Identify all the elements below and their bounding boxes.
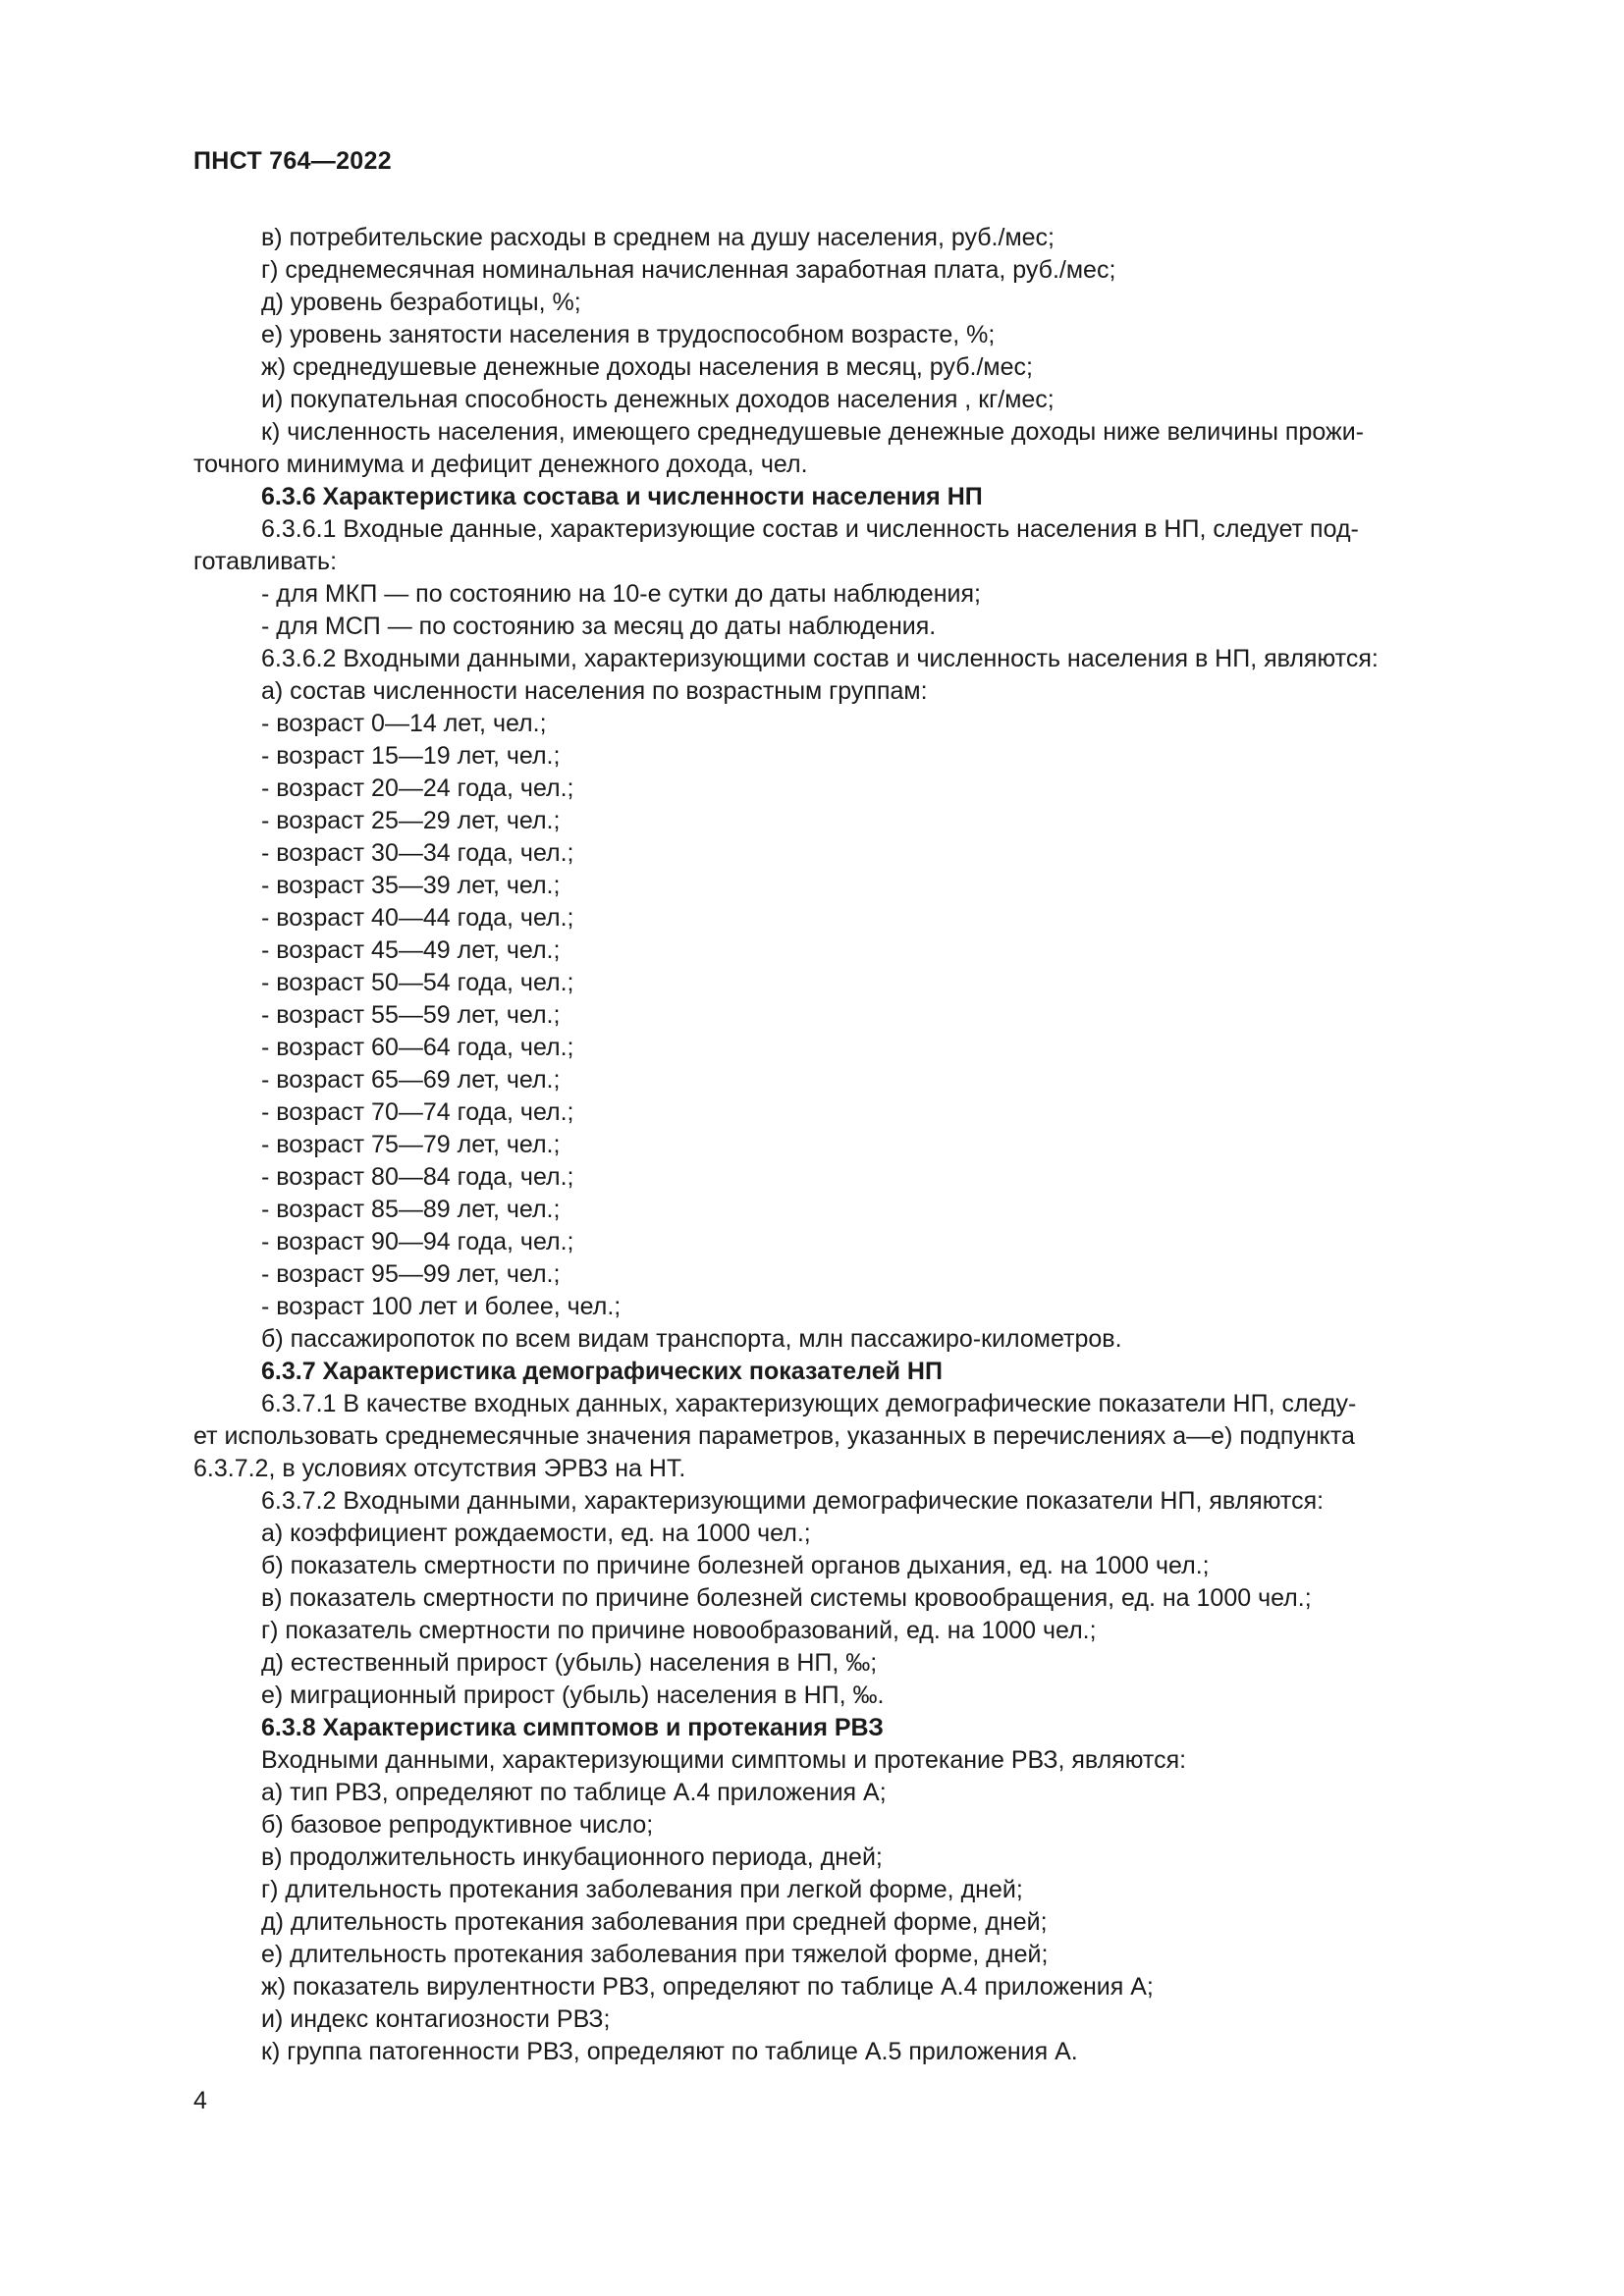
section-heading-6-3-7: 6.3.7 Характеристика демографических показателей НП xyxy=(261,1358,943,1385)
list-item: к) группа патогенности РВЗ, определяют по таблице А.5 приложения А. xyxy=(261,2038,1078,2065)
age-item: - возраст 100 лет и более, чел.; xyxy=(261,1293,622,1320)
paragraph-6-3-7-2: 6.3.7.2 Входными данными, характеризующими демографические показатели НП, являются: xyxy=(261,1487,1325,1515)
list-item: е) длительность протекания заболевания при тяжелой форме, дней; xyxy=(261,1941,1049,1968)
document-header: ПНСТ 764—2022 xyxy=(193,147,392,175)
age-item: - возраст 30—34 года, чел.; xyxy=(261,839,574,867)
list-item: е) уровень занятости населения в трудоспособном возрасте, %; xyxy=(261,321,996,348)
age-item: - возраст 45—49 лет, чел.; xyxy=(261,936,561,964)
list-item: б) базовое репродуктивное число; xyxy=(261,1811,654,1839)
age-item: - возраст 95—99 лет, чел.; xyxy=(261,1260,561,1288)
list-item: г) среднемесячная номинальная начисленная заработная плата, руб./мес; xyxy=(261,256,1116,284)
list-item: а) тип РВЗ, определяют по таблице А.4 приложения А; xyxy=(261,1779,887,1806)
section-heading-6-3-6: 6.3.6 Характеристика состава и численности населения НП xyxy=(261,483,983,510)
list-item: г) длительность протекания заболевания при легкой форме, дней; xyxy=(261,1876,1023,1903)
list-item: д) естественный прирост (убыль) населения в НП, ‰; xyxy=(261,1649,878,1677)
list-item: е) миграционный прирост (убыль) населения в НП, ‰. xyxy=(261,1682,885,1709)
paragraph-6-3-6-1-line2: готавливать: xyxy=(193,548,338,575)
list-item: и) покупательная способность денежных доходов населения , кг/мес; xyxy=(261,386,1055,413)
list-item-passenger-flow: б) пассажиропоток по всем видам транспорта, млн пассажиро-километров. xyxy=(261,1325,1122,1353)
list-item: д) уровень безработицы, %; xyxy=(261,289,581,316)
list-item: д) длительность протекания заболевания при средней форме, дней; xyxy=(261,1908,1048,1936)
age-item: - возраст 70—74 года, чел.; xyxy=(261,1098,574,1126)
age-item: - возраст 60—64 года, чел.; xyxy=(261,1034,574,1061)
list-item-age-groups: а) состав численности населения по возрастным группам: xyxy=(261,677,928,705)
list-item: в) продолжительность инкубационного периода, дней; xyxy=(261,1843,883,1871)
age-item: - возраст 15—19 лет, чел.; xyxy=(261,742,561,770)
age-item: - возраст 55—59 лет, чел.; xyxy=(261,1001,561,1029)
page-body xyxy=(193,222,1521,2068)
list-item-k-line1: к) численность населения, имеющего среднедушевые денежные доходы ниже величины прожи- xyxy=(261,418,1364,446)
age-item: - возраст 65—69 лет, чел.; xyxy=(261,1066,561,1094)
paragraph-6-3-7-1-line2: ет использовать среднемесячные значения параметров, указанных в перечислениях а—е) подпункта xyxy=(193,1422,1355,1450)
age-item: - возраст 0—14 лет, чел.; xyxy=(261,710,547,737)
list-item: ж) среднедушевые денежные доходы населения в месяц, руб./мес; xyxy=(261,353,1033,381)
list-item: б) показатель смертности по причине болезней органов дыхания, ед. на 1000 чел.; xyxy=(261,1552,1210,1579)
paragraph-6-3-7-1-line3: 6.3.7.2, в условиях отсутствия ЭРВЗ на НТ. xyxy=(193,1455,686,1482)
age-item: - возраст 90—94 года, чел.; xyxy=(261,1228,574,1255)
list-item: ж) показатель вирулентности РВЗ, определяют по таблице А.4 приложения А; xyxy=(261,1973,1154,2001)
paragraph-6-3-6-2: 6.3.6.2 Входными данными, характеризующими состав и численность населения в НП, являются: xyxy=(261,645,1379,672)
page-number: 4 xyxy=(193,2087,207,2114)
age-item: - возраст 25—29 лет, чел.; xyxy=(261,807,561,834)
age-item: - возраст 85—89 лет, чел.; xyxy=(261,1196,561,1223)
age-item: - возраст 20—24 года, чел.; xyxy=(261,774,574,802)
list-item: в) показатель смертности по причине болезней системы кровообращения, ед. на 1000 чел.; xyxy=(261,1584,1312,1612)
list-item: и) индекс контагиозности РВЗ; xyxy=(261,2005,611,2033)
age-item: - возраст 75—79 лет, чел.; xyxy=(261,1131,561,1158)
age-item: - возраст 40—44 года, чел.; xyxy=(261,904,574,932)
age-item: - возраст 80—84 года, чел.; xyxy=(261,1163,574,1191)
paragraph-6-3-8-intro: Входными данными, характеризующими симптомы и протекание РВЗ, являются: xyxy=(261,1746,1187,1774)
paragraph-6-3-7-1-line1: 6.3.7.1 В качестве входных данных, характеризующих демографические показатели НП, следу- xyxy=(261,1390,1357,1417)
list-item-mkp: - для МКП — по состоянию на 10-е сутки до даты наблюдения; xyxy=(261,580,981,608)
list-item: г) показатель смертности по причине новообразований, ед. на 1000 чел.; xyxy=(261,1617,1097,1644)
paragraph-6-3-6-1-line1: 6.3.6.1 Входные данные, характеризующие состав и численность населения в НП, следует под- xyxy=(261,515,1359,543)
section-heading-6-3-8: 6.3.8 Характеристика симптомов и протекания РВЗ xyxy=(261,1714,884,1741)
list-item: а) коэффициент рождаемости, ед. на 1000 чел.; xyxy=(261,1520,811,1547)
list-item: в) потребительские расходы в среднем на душу населения, руб./мес; xyxy=(261,224,1055,251)
list-item-msp: - для МСП — по состоянию за месяц до даты наблюдения. xyxy=(261,613,937,640)
age-item: - возраст 50—54 года, чел.; xyxy=(261,969,574,996)
age-item: - возраст 35—39 лет, чел.; xyxy=(261,872,561,899)
list-item-k-line2: точного минимума и дефицит денежного дохода, чел. xyxy=(193,451,808,478)
